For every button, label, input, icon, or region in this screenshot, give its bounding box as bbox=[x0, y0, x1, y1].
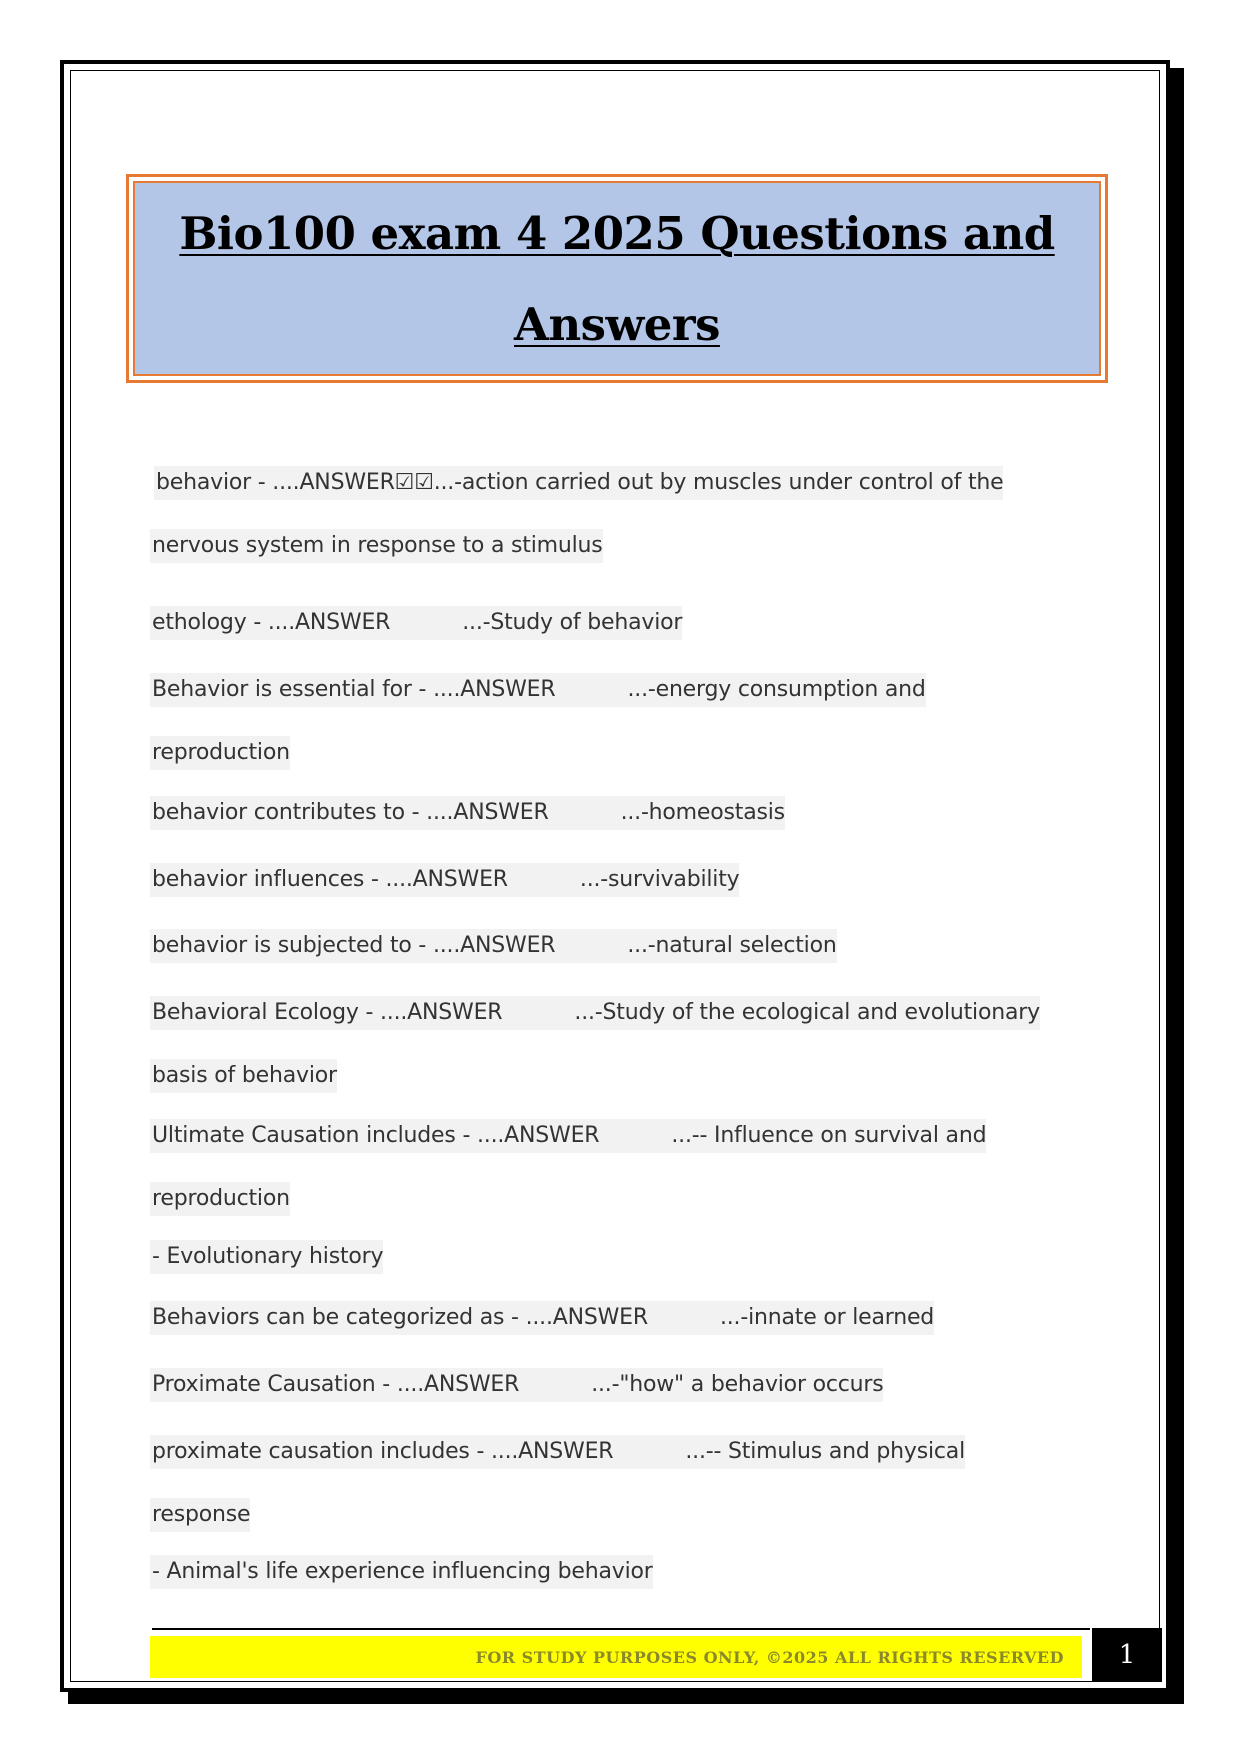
qa-term: proximate causation includes - ....ANSWER bbox=[152, 1439, 614, 1464]
document-title-line-1: Bio100 exam 4 2025 Questions and bbox=[179, 206, 1055, 260]
qa-line bbox=[150, 1368, 883, 1402]
qa-line bbox=[150, 1498, 250, 1532]
qa-term: reproduction bbox=[152, 1186, 290, 1211]
qa-line bbox=[150, 1301, 934, 1335]
qa-answer: ...-energy consumption and bbox=[627, 677, 926, 702]
qa-term: reproduction bbox=[152, 740, 290, 765]
qa-term: Proximate Causation - ....ANSWER bbox=[152, 1372, 520, 1397]
qa-answer: ...-natural selection bbox=[627, 933, 837, 958]
qa-line bbox=[150, 796, 785, 830]
qa-answer: ...-"how" a behavior occurs bbox=[591, 1372, 884, 1397]
qa-term: - Evolutionary history bbox=[152, 1244, 384, 1269]
qa-line bbox=[150, 606, 682, 640]
footer-rule bbox=[152, 1628, 1090, 1630]
qa-line bbox=[150, 1119, 986, 1153]
qa-term: Ultimate Causation includes - ....ANSWER bbox=[152, 1123, 600, 1148]
qa-answer: ...-innate or learned bbox=[719, 1305, 935, 1330]
qa-answer: ...-- Influence on survival and bbox=[671, 1123, 987, 1148]
qa-answer: ...-Study of the ecological and evolutionary bbox=[574, 1000, 1040, 1025]
qa-term: nervous system in response to a stimulus bbox=[152, 533, 603, 558]
title-box-inner bbox=[133, 181, 1101, 376]
document-title-line-2: Answers bbox=[514, 297, 720, 351]
qa-term: behavior influences - ....ANSWER bbox=[152, 867, 508, 892]
qa-term: Behavioral Ecology - ....ANSWER bbox=[152, 1000, 503, 1025]
qa-term: behavior is subjected to - ....ANSWER bbox=[152, 933, 556, 958]
qa-line bbox=[154, 466, 1003, 500]
qa-line bbox=[150, 1435, 965, 1469]
qa-term: behavior contributes to - ....ANSWER bbox=[152, 800, 549, 825]
qa-line bbox=[150, 1182, 290, 1216]
qa-term: basis of behavior bbox=[152, 1063, 337, 1088]
page-number: 1 bbox=[1092, 1628, 1162, 1682]
footer-band bbox=[150, 1636, 1082, 1678]
qa-line bbox=[150, 929, 837, 963]
qa-line bbox=[150, 863, 739, 897]
qa-line bbox=[150, 673, 926, 707]
qa-answer: ...-Study of behavior bbox=[462, 610, 683, 635]
qa-term: ethology - ....ANSWER bbox=[152, 610, 391, 635]
qa-term: behavior - ....ANSWER☑☑...-action carried out by muscles under control of the bbox=[156, 470, 1004, 495]
qa-answer: ...-homeostasis bbox=[620, 800, 785, 825]
qa-term: Behavior is essential for - ....ANSWER bbox=[152, 677, 556, 702]
qa-answer: ...-survivability bbox=[579, 867, 740, 892]
qa-line bbox=[150, 736, 290, 770]
qa-line bbox=[150, 529, 603, 563]
qa-line bbox=[150, 996, 1040, 1030]
qa-line bbox=[150, 1059, 337, 1093]
qa-line bbox=[150, 1240, 383, 1274]
qa-line bbox=[150, 1555, 653, 1589]
qa-term: - Animal's life experience influencing behavior bbox=[152, 1559, 653, 1584]
qa-answer: ...-- Stimulus and physical bbox=[685, 1439, 966, 1464]
qa-term: Behaviors can be categorized as - ....ANSWER bbox=[152, 1305, 648, 1330]
footer-text: FOR STUDY PURPOSES ONLY, ©2025 ALL RIGHTS RESERVED bbox=[475, 1647, 1064, 1667]
title-box bbox=[126, 174, 1108, 383]
qa-term: response bbox=[152, 1502, 251, 1527]
